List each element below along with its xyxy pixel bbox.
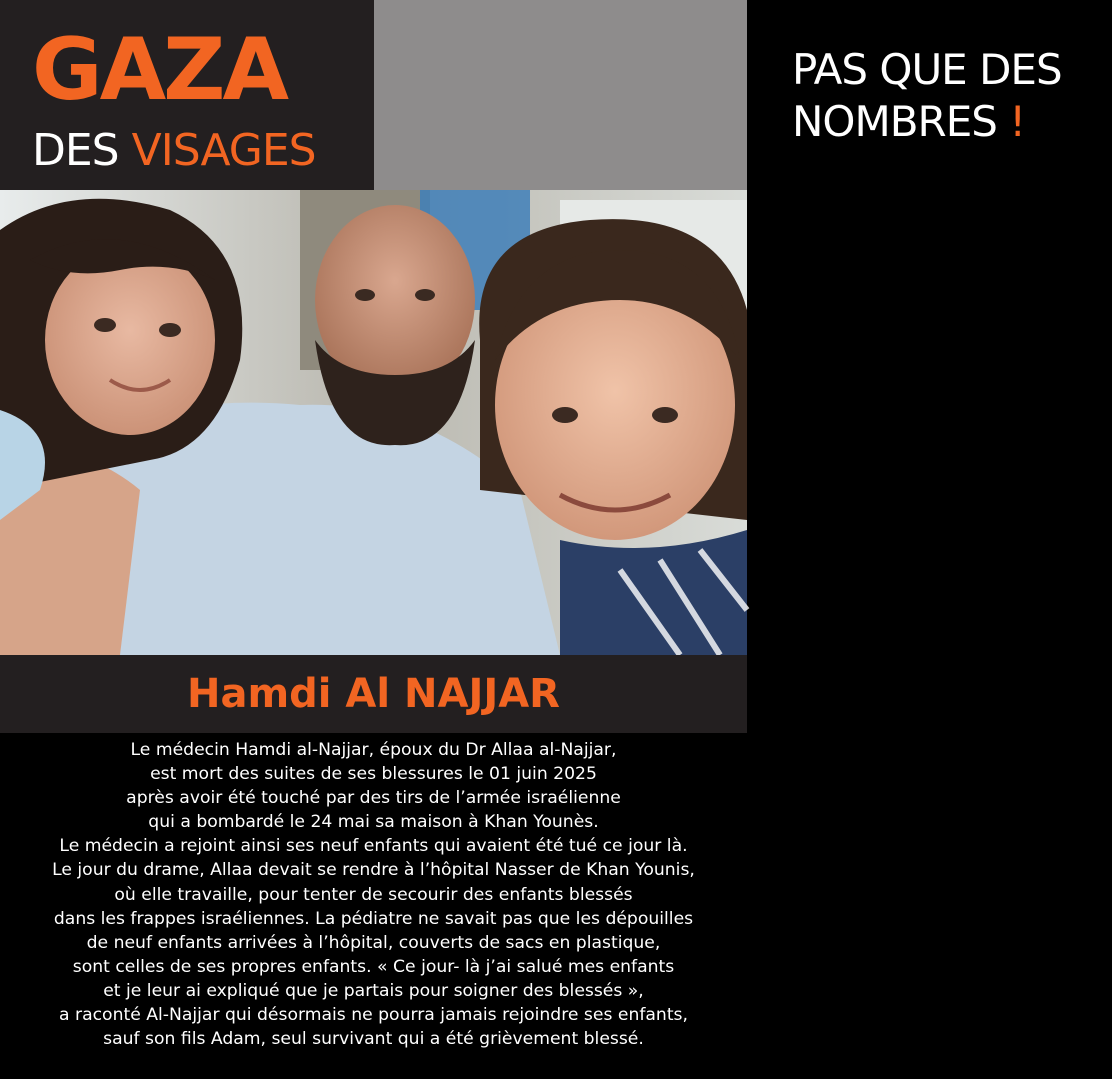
- person-name: Hamdi Al NAJJAR: [187, 671, 560, 717]
- story-line: de neuf enfants arrivées à l’hôpital, couverts de sacs en plastique,: [86, 932, 661, 953]
- exclamation-mark: !: [1009, 97, 1026, 146]
- story-line: et je leur ai expliqué que je partais pour soigner des blessés »,: [103, 980, 644, 1001]
- slogan-nombres: NOMBRES: [792, 97, 997, 146]
- family-photo-illustration: [0, 190, 747, 655]
- title-panel: [0, 0, 374, 190]
- story-text: [0, 738, 747, 1051]
- story-line: est mort des suites de ses blessures le 01 juin 2025: [150, 764, 597, 785]
- title-des-visages: [32, 124, 316, 178]
- title-visages: VISAGES: [131, 125, 316, 176]
- name-bar: [0, 655, 747, 733]
- story-line: Le médecin Hamdi al-Najjar, époux du Dr Allaa al-Najjar,: [130, 740, 617, 760]
- story-line: où elle travaille, pour tenter de secourir des enfants blessés: [114, 884, 633, 905]
- slogan-panel: [374, 0, 1062, 190]
- slogan-line-2: [792, 96, 1112, 148]
- story-line: sont celles de ses propres enfants. « Ce jour- là j’ai salué mes enfants: [72, 956, 675, 977]
- story-line: Le médecin a rejoint ainsi ses neuf enfants qui avaient été tué ce jour là.: [59, 836, 688, 857]
- title-des: DES: [32, 125, 119, 176]
- header: [0, 0, 1062, 190]
- family-photo: [0, 190, 747, 655]
- slogan-line-1: PAS QUE DES: [792, 45, 1062, 94]
- story-line: Le jour du drame, Allaa devait se rendre à l’hôpital Nasser de Khan Younis,: [52, 860, 695, 881]
- story-line: dans les frappes israéliennes. La pédiatre ne savait pas que les dépouilles: [53, 908, 694, 929]
- story-line: qui a bombardé le 24 mai sa maison à Khan Younès.: [148, 812, 599, 833]
- title-gaza: GAZA: [32, 20, 287, 120]
- story-line: sauf son fils Adam, seul survivant qui a été grièvement blessé.: [103, 1029, 644, 1050]
- slogan: [792, 44, 1112, 148]
- story-line: après avoir été touché par des tirs de l’armée israélienne: [126, 788, 621, 809]
- story-line: a raconté Al-Najjar qui désormais ne pourra jamais rejoindre ses enfants,: [59, 1005, 688, 1026]
